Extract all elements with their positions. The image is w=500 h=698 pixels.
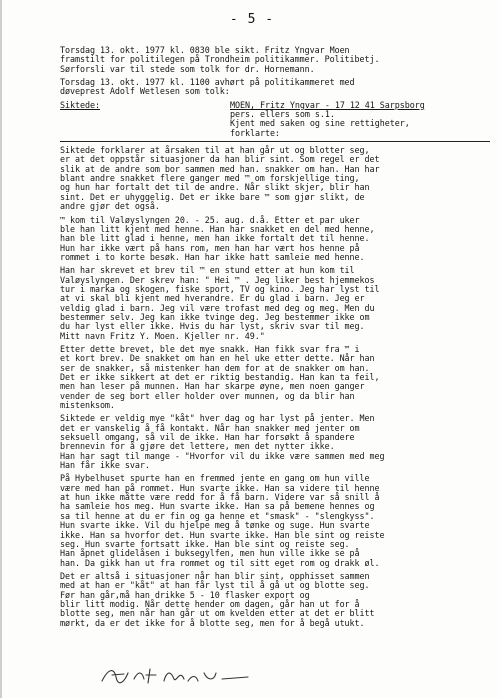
text-line: brennevin for å gjøre det lettere, men det nytter ikke.	[60, 441, 335, 452]
text-line: mørkt, da er det ikke for å blotte seg, men for å begå utukt.	[60, 617, 365, 628]
text-line: at vi skal bli kjent med hverandre. Er du glad i barn. Jeg er	[60, 293, 365, 304]
text-line: Det er ikke sikkert at det er riktig bestandig. Han kan ta feil,	[60, 372, 380, 382]
text-line: men han leser på munnen. Han har skarpe øyne, men noen ganger	[60, 381, 365, 392]
text-line: seg. Hun svarte fortsatt ikke. Han ble sint og reiste seg.	[60, 538, 350, 549]
text-line: slik at de andre som bor sammen med han. snakker om han. Han har	[60, 163, 380, 174]
header-paragraph	[60, 78, 490, 97]
suspect-detail-1: pers. ellers som s.1.	[230, 109, 335, 120]
statement-paragraph	[60, 266, 490, 341]
text-line: rommet i to korte besøk. Han har ikke hatt samleie med henne.	[60, 251, 365, 262]
text-line: ser de snakker, så mistenker han dem for at de snakker om han.	[60, 362, 370, 373]
text-line: Han har sagt til mange - "Hvorfor vil du ikke være sammen med meg	[60, 450, 385, 461]
text-line: Valøyslyngen. Der skrev han: " Hei ™ . Jeg liker best hjemmekos	[60, 274, 375, 285]
text-line: blant andre snakket flere ganger med ™ om forskjellige ting,	[60, 173, 360, 184]
text-line: vender de seg bort eller holder over munnen, og da blir han	[60, 390, 355, 401]
text-line: Siktede er veldig mye "kåt" hver dag og har lyst på jenter. Men	[60, 413, 375, 424]
text-line: Han får ikke svar.	[60, 460, 150, 471]
text-line: Torsdag 13. okt. 1977 kl. 1100 avhørt på politikammeret med	[60, 77, 355, 88]
statement-paragraph	[60, 474, 490, 567]
text-line: Sørforsli var til stede som tolk for dr. Hornemann.	[60, 63, 315, 74]
text-line: Han har skrevet et brev til ™ en stund etter at hun kom til	[60, 265, 355, 276]
document-body	[60, 46, 490, 632]
suspect-detail-2: Kjent med saken og sine rettigheter,	[230, 118, 410, 129]
text-line: at hun ikke måtte være redd for å få barn. Videre var så snill å	[60, 492, 380, 503]
text-line: Før han går,må han drikke 5 - 10 flasker export og	[60, 589, 310, 600]
text-line: blir litt modig. Når dette hender om dagen, går han ut for å	[60, 598, 360, 609]
text-line: seksuell omgang, så vil de ikke. Han har forsøkt å spandere	[60, 432, 355, 443]
text-line: med at han er "kåt" at han får lyst til å gå ut og blotte seg.	[60, 580, 370, 591]
text-line: andre gjør det også.	[60, 201, 160, 212]
text-line: et kort brev. De snakket om han en hel uke etter dette. Når han	[60, 353, 375, 364]
text-line: sint. Det er uhyggelig. Det er ikke bare ™ som gjør slikt, de	[60, 191, 365, 202]
statement-paragraph	[60, 572, 490, 628]
text-line: Hun har ikke vært på hans rom, men han har vært hos henne på	[60, 242, 360, 253]
statement-paragraph	[60, 414, 490, 470]
divider	[60, 141, 490, 142]
statement-body	[60, 146, 490, 628]
text-line: Mitt navn Fritz Y. Moen. Kjeller nr. 49."	[60, 330, 265, 341]
statement-paragraph	[60, 146, 490, 211]
text-line: sa til henne at du er fin og ga henne et "smask" - "slengkyss".	[60, 510, 375, 521]
suspect-detail-3: forklarte:	[230, 127, 280, 138]
text-line: ™ kom til Valøyslyngen 20. - 25. aug. d.å. Etter et par uker	[60, 214, 360, 225]
statement-paragraph	[60, 216, 490, 263]
text-line: Det er altså i situasjoner når han blir sint, opphisset sammen	[60, 570, 370, 581]
suspect-name: MOEN, Fritz Yngvar - 17 12 41 Sarpsborg	[230, 99, 425, 110]
suspect-block	[60, 101, 490, 138]
text-line: framstilt for politilegen på Trondheim politikammer. Politibetj.	[60, 54, 380, 65]
text-line: han ble litt glad i henne, men han ikke fortalt det til henne.	[60, 233, 370, 244]
text-line: han. Da gikk han ut fra rommet og til sitt eget rom og drakk øl.	[60, 557, 380, 568]
text-line: Etter dette brevet, ble det mye snakk. Han fikk svar fra ™ i	[60, 343, 360, 354]
text-line: og hun har fortalt det til de andre. Når slikt skjer, blir han	[60, 182, 370, 193]
text-line: blotte seg, men når han går ut om kvelden etter at det er blitt	[60, 608, 375, 619]
page-number: - 5 -	[229, 12, 275, 27]
text-line: Han åpnet glidelåsen i buksegylfen, men hun ville ikke se på	[60, 548, 360, 559]
text-line: Hun svarte ikke. Vil du hjelpe meg å tønke og suge. Hun svarte	[60, 520, 370, 531]
text-line: tur i marka og skogen, fiske sport, TV og kino. Jeg har lyst til	[60, 283, 380, 294]
text-line: er at det oppstår situasjoner da han blir sint. Som regel er det	[60, 154, 380, 165]
text-line: ha samleie hos meg. Hun svarte ikke. Han sa på bemene hennes og	[60, 501, 375, 512]
statement-paragraph	[60, 345, 490, 410]
text-line: mistenksom.	[60, 400, 115, 411]
handwritten-signature	[98, 663, 268, 687]
text-line: det er vanskelig å få kontakt. Når han snakker med jenter om	[60, 422, 360, 433]
text-line: ikke. Han sa hvorfor det. Hun svarte ikke. Han ble sint og reiste	[60, 529, 385, 540]
suspect-label: Siktede:	[60, 99, 100, 110]
text-line: bestemmer selv. Jeg kan ikke tvinge deg. Jeg bestemmer ikke om	[60, 311, 370, 322]
text-line: Siktede forklarer at årsaken til at han går ut og blotter seg,	[60, 145, 370, 156]
text-line: veldig glad i barn. Jeg vil være trofast med deg og meg. Men du	[60, 302, 375, 313]
header-paragraph	[60, 46, 490, 74]
text-line: du har lyst eller ikke. Hvis du har lyst, skriv svar til meg.	[60, 321, 365, 332]
text-line: døveprest Adolf Wetlesen som tolk:	[60, 86, 230, 97]
text-line: ble han litt kjent med henne. Han har snakket en del med henne,	[60, 223, 375, 234]
header-section	[60, 46, 490, 97]
text-line: På Hybelhuset spurte han en fremmed jente en gang om hun ville	[60, 473, 370, 484]
text-line: Torsdag 13. okt. 1977 kl. 0830 ble sikt. Fritz Yngvar Moen	[60, 45, 350, 55]
text-line: være med han på rommet. Hun svarte ikke. Han sa videre til henne	[60, 482, 380, 493]
